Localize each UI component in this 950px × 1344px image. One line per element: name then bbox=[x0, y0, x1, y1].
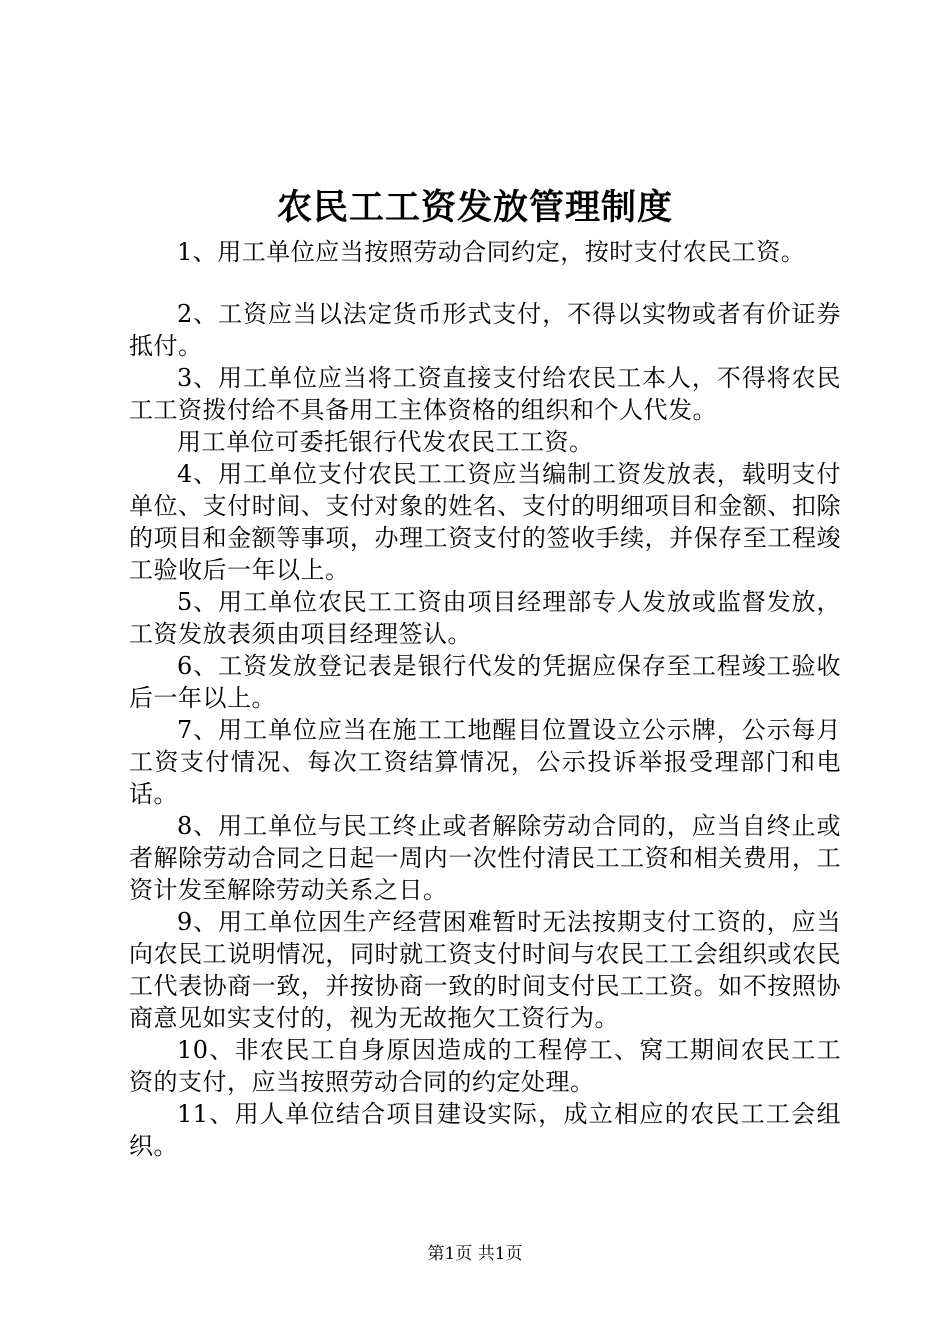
paragraph-4: 4、用工单位支付农民工工资应当编制工资发放表，载明支付单位、支付时间、支付对象的姓名、支付的明细项目和金额、扣除的项目和金额等事项，办理工资支付的签收手续，并保存至工程竣工验收后一年以上。 bbox=[129, 460, 841, 584]
paragraph-1: 1、用工单位应当按照劳动合同约定，按时支付农民工资。 bbox=[177, 238, 806, 266]
paragraph-8: 8、用工单位与民工终止或者解除劳动合同的，应当自终止或者解除劳动合同之日起一周内一次性付清民工工资和相关费用，工资计发至解除劳动关系之日。 bbox=[129, 812, 841, 904]
page-footer: 第1页 共1页 bbox=[427, 1244, 523, 1264]
document-body bbox=[129, 236, 841, 1162]
paragraph-2: 2、工资应当以法定货币形式支付，不得以实物或者有价证券抵付。 bbox=[129, 300, 841, 360]
paragraph-6: 6、工资发放登记表是银行代发的凭据应保存至工程竣工验收后一年以上。 bbox=[129, 652, 841, 712]
paragraph-spacer bbox=[129, 268, 841, 298]
paragraph-10: 10、非农民工自身原因造成的工程停工、窝工期间农民工工资的支付，应当按照劳动合同的约定处理。 bbox=[129, 1036, 841, 1096]
paragraph-7: 7、用工单位应当在施工工地醒目位置设立公示牌，公示每月工资支付情况、每次工资结算情况，公示投诉举报受理部门和电话。 bbox=[129, 716, 841, 808]
document-title: 农民工工资发放管理制度 bbox=[276, 187, 673, 228]
paragraph-3-note: 用工单位可委托银行代发农民工工资。 bbox=[177, 428, 594, 456]
paragraph-3: 3、用工单位应当将工资直接支付给农民工本人，不得将农民工工资拨付给不具备用工主体资格的组织和个人代发。 bbox=[129, 364, 841, 424]
paragraph-11: 11、用人单位结合项目建设实际，成立相应的农民工工会组织。 bbox=[129, 1100, 841, 1160]
paragraph-9: 9、用工单位因生产经营困难暂时无法按期支付工资的，应当向农民工说明情况，同时就工资支付时间与农民工工会组织或农民工代表协商一致，并按协商一致的时间支付民工工资。如不按照协商意见如实支付的，视为无故拖欠工资行为。 bbox=[129, 908, 841, 1032]
paragraph-5: 5、用工单位农民工工资由项目经理部专人发放或监督发放，工资发放表须由项目经理签认。 bbox=[129, 588, 841, 648]
